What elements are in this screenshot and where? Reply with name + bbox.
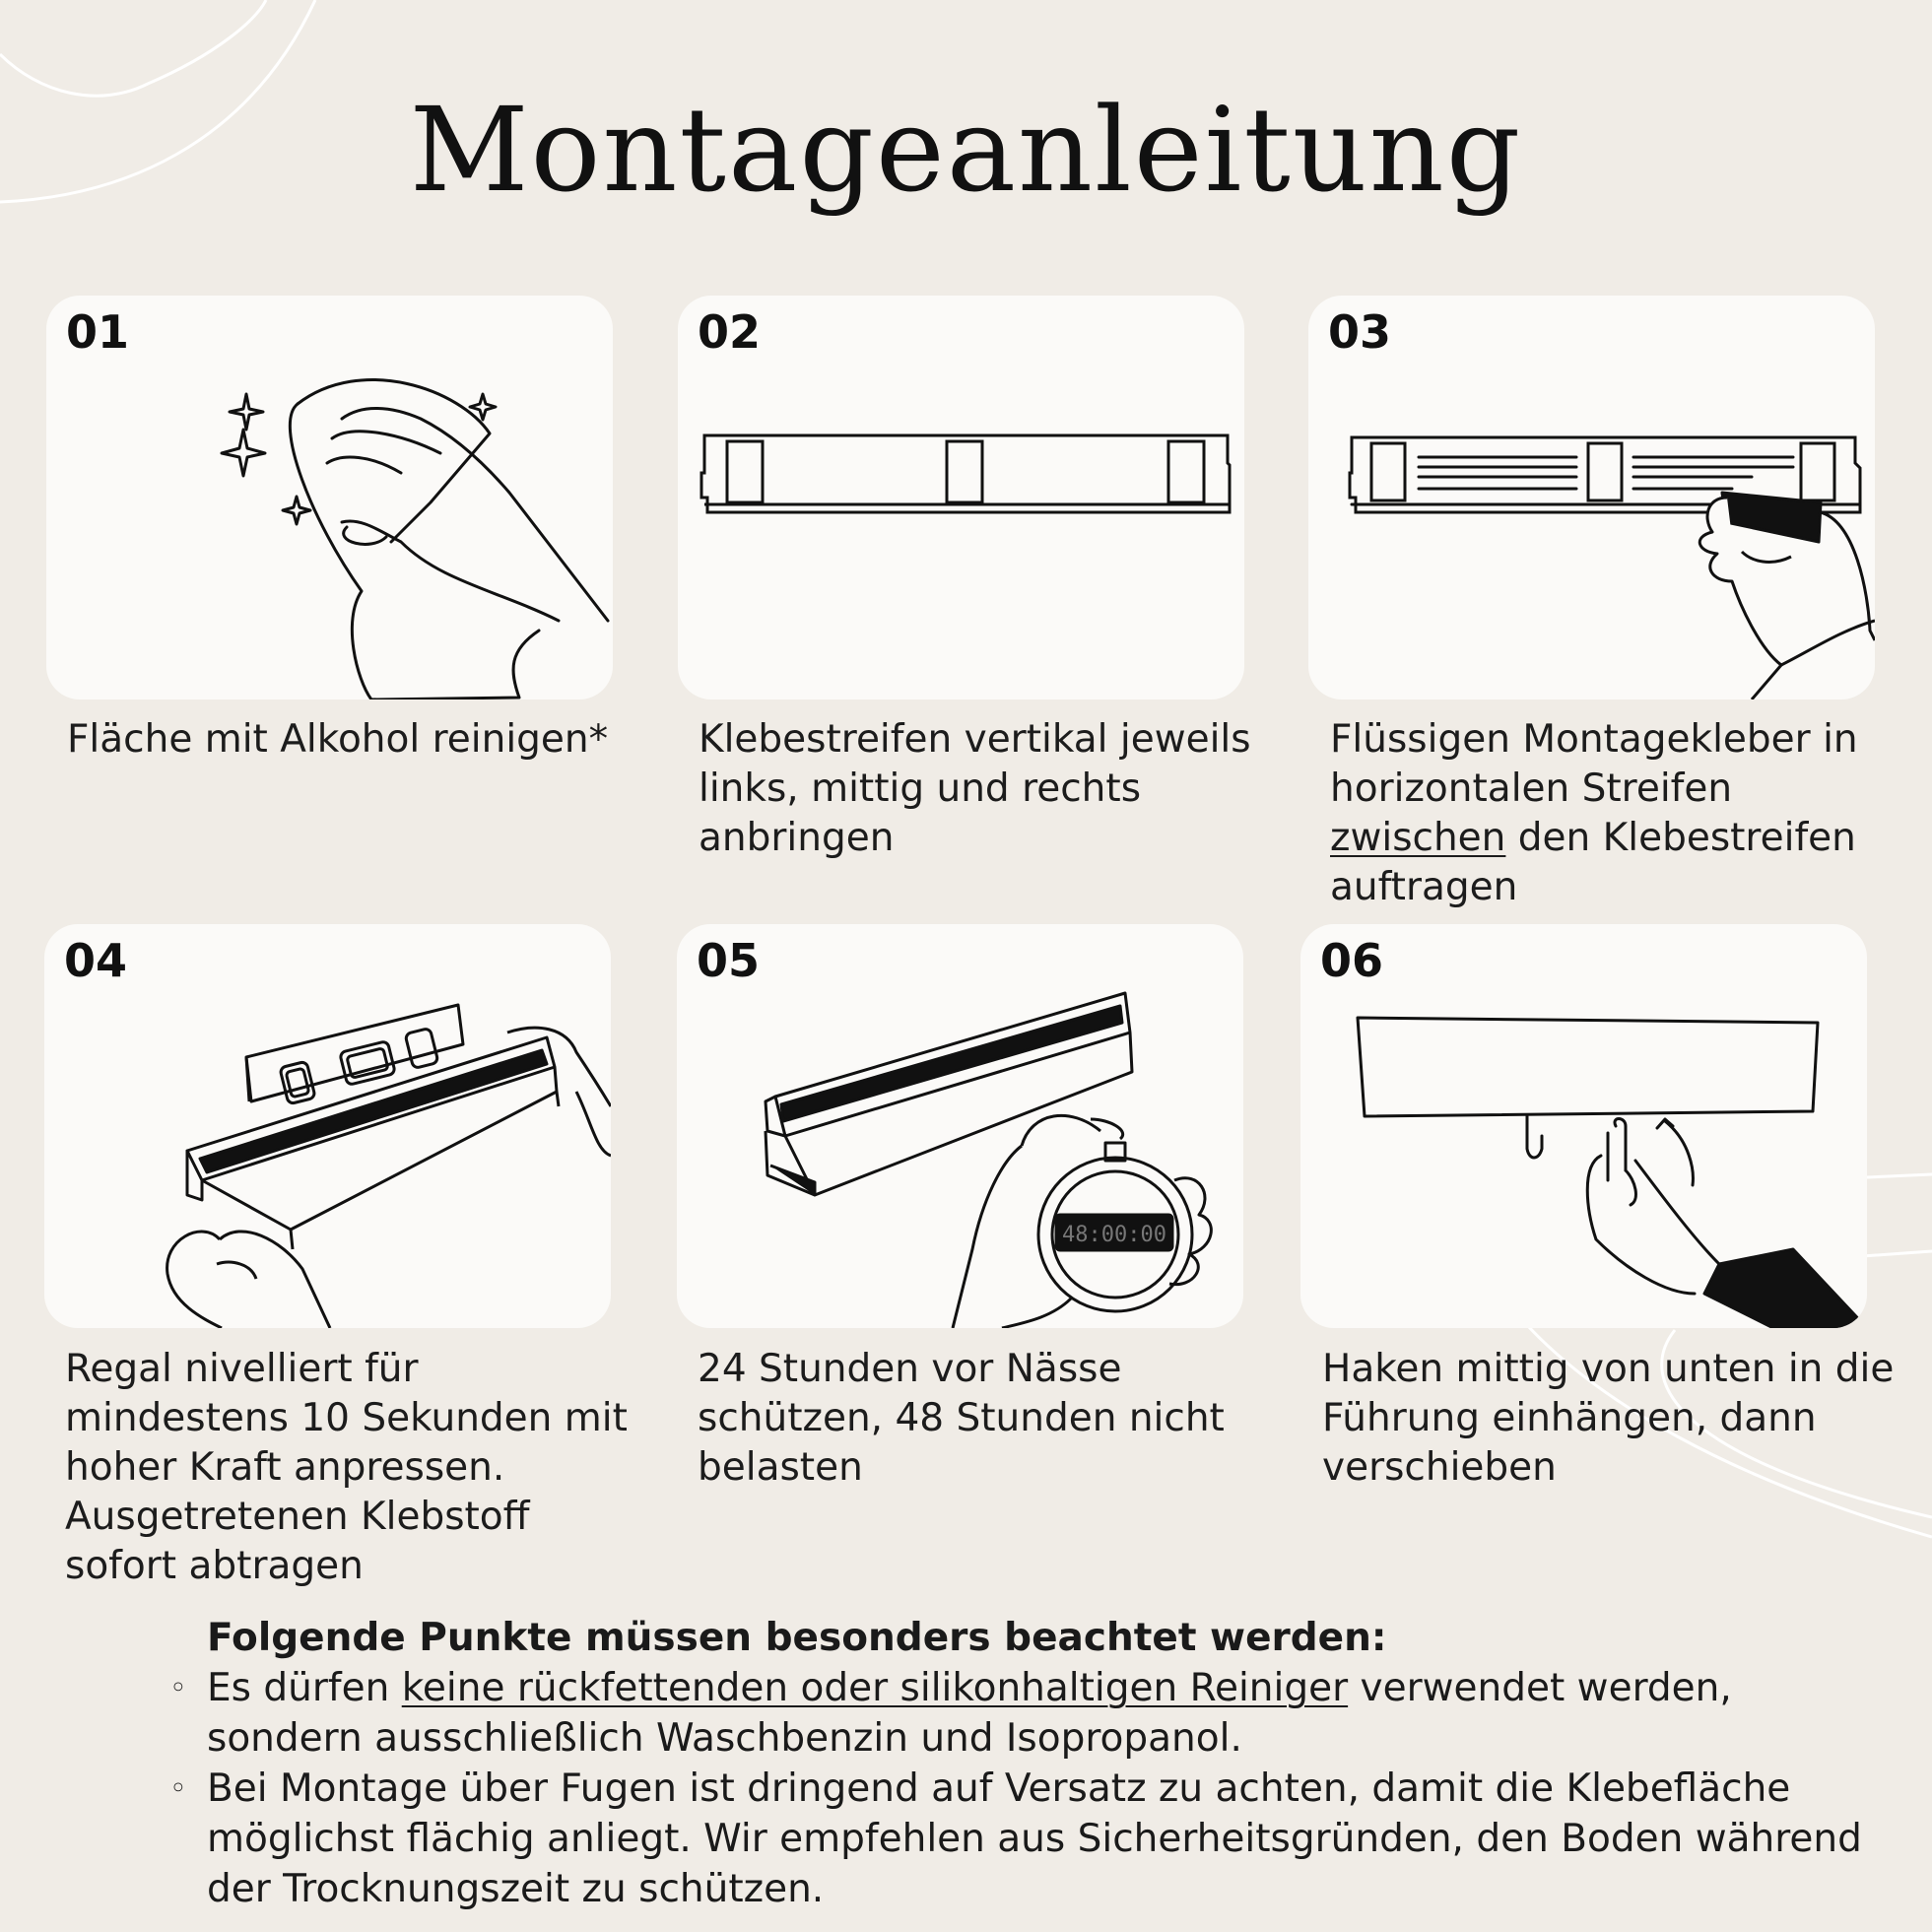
step-card-06: [1300, 924, 1867, 1328]
step-caption-06: Haken mittig von unten in die Führung einhängen, dann verschieben: [1322, 1347, 1895, 1490]
cleaning-hand-icon: [46, 296, 613, 700]
step-number: 03: [1328, 305, 1392, 359]
level-press-icon: [44, 924, 611, 1328]
glue-application-icon: [1308, 296, 1875, 700]
step-caption-05: 24 Stunden vor Nässe schützen, 48 Stunden nicht belasten: [698, 1347, 1225, 1490]
step-number: 05: [697, 934, 761, 987]
step-card-02: [678, 296, 1244, 700]
notes-section: [169, 1613, 1882, 1914]
adhesive-strip-rail-icon: [678, 296, 1244, 700]
underlined-emphasis: keine rückfettenden oder silikonhaltigen Reiniger: [401, 1666, 1349, 1710]
list-item: ◦ Es dürfen keine rückfettenden oder silikonhaltigen Reiniger verwendet werden, sondern ausschließlich Waschbenzin und Isopropanol.: [207, 1663, 1882, 1764]
step-caption-03: Flüssigen Montagekleber in horizontalen Streifen zwischen den Klebestreifen auftragen: [1330, 717, 1858, 909]
step-number: 04: [64, 934, 128, 987]
step-card-04: [44, 924, 611, 1328]
step-card-03: [1308, 296, 1875, 700]
step-number: 01: [66, 305, 130, 359]
notes-heading: Folgende Punkte müssen besonders beachtet werden:: [207, 1616, 1387, 1660]
step-number: 02: [698, 305, 762, 359]
step-number: 06: [1320, 934, 1384, 987]
hook-insert-icon: [1300, 924, 1867, 1328]
page-title: Montageanleitung: [409, 82, 1523, 218]
step-caption-02: Klebestreifen vertikal jeweils links, mittig und rechts anbringen: [699, 717, 1251, 860]
step-caption-01: Fläche mit Alkohol reinigen*: [67, 717, 609, 762]
list-item: ◦ Bei Montage über Fugen ist dringend auf Versatz zu achten, damit die Klebefläche möglichst flächig anliegt. Wir empfehlen aus Sicherheitsgründen, den Boden während der Trocknungszeit zu schützen.: [207, 1764, 1882, 1914]
stopwatch-icon: [677, 924, 1243, 1328]
step-card-05: [677, 924, 1243, 1328]
timer-display: 48:00:00: [1062, 1223, 1166, 1247]
bullet-icon: ◦: [169, 1671, 187, 1705]
step-caption-04: Regal nivelliert für mindestens 10 Sekunden mit hoher Kraft anpressen. Ausgetretenen Klebstoff sofort abtragen: [65, 1347, 628, 1588]
notes-list: [169, 1663, 1882, 1914]
underlined-emphasis: zwischen: [1330, 816, 1506, 860]
bullet-icon: ◦: [169, 1771, 187, 1806]
step-card-01: [46, 296, 613, 700]
